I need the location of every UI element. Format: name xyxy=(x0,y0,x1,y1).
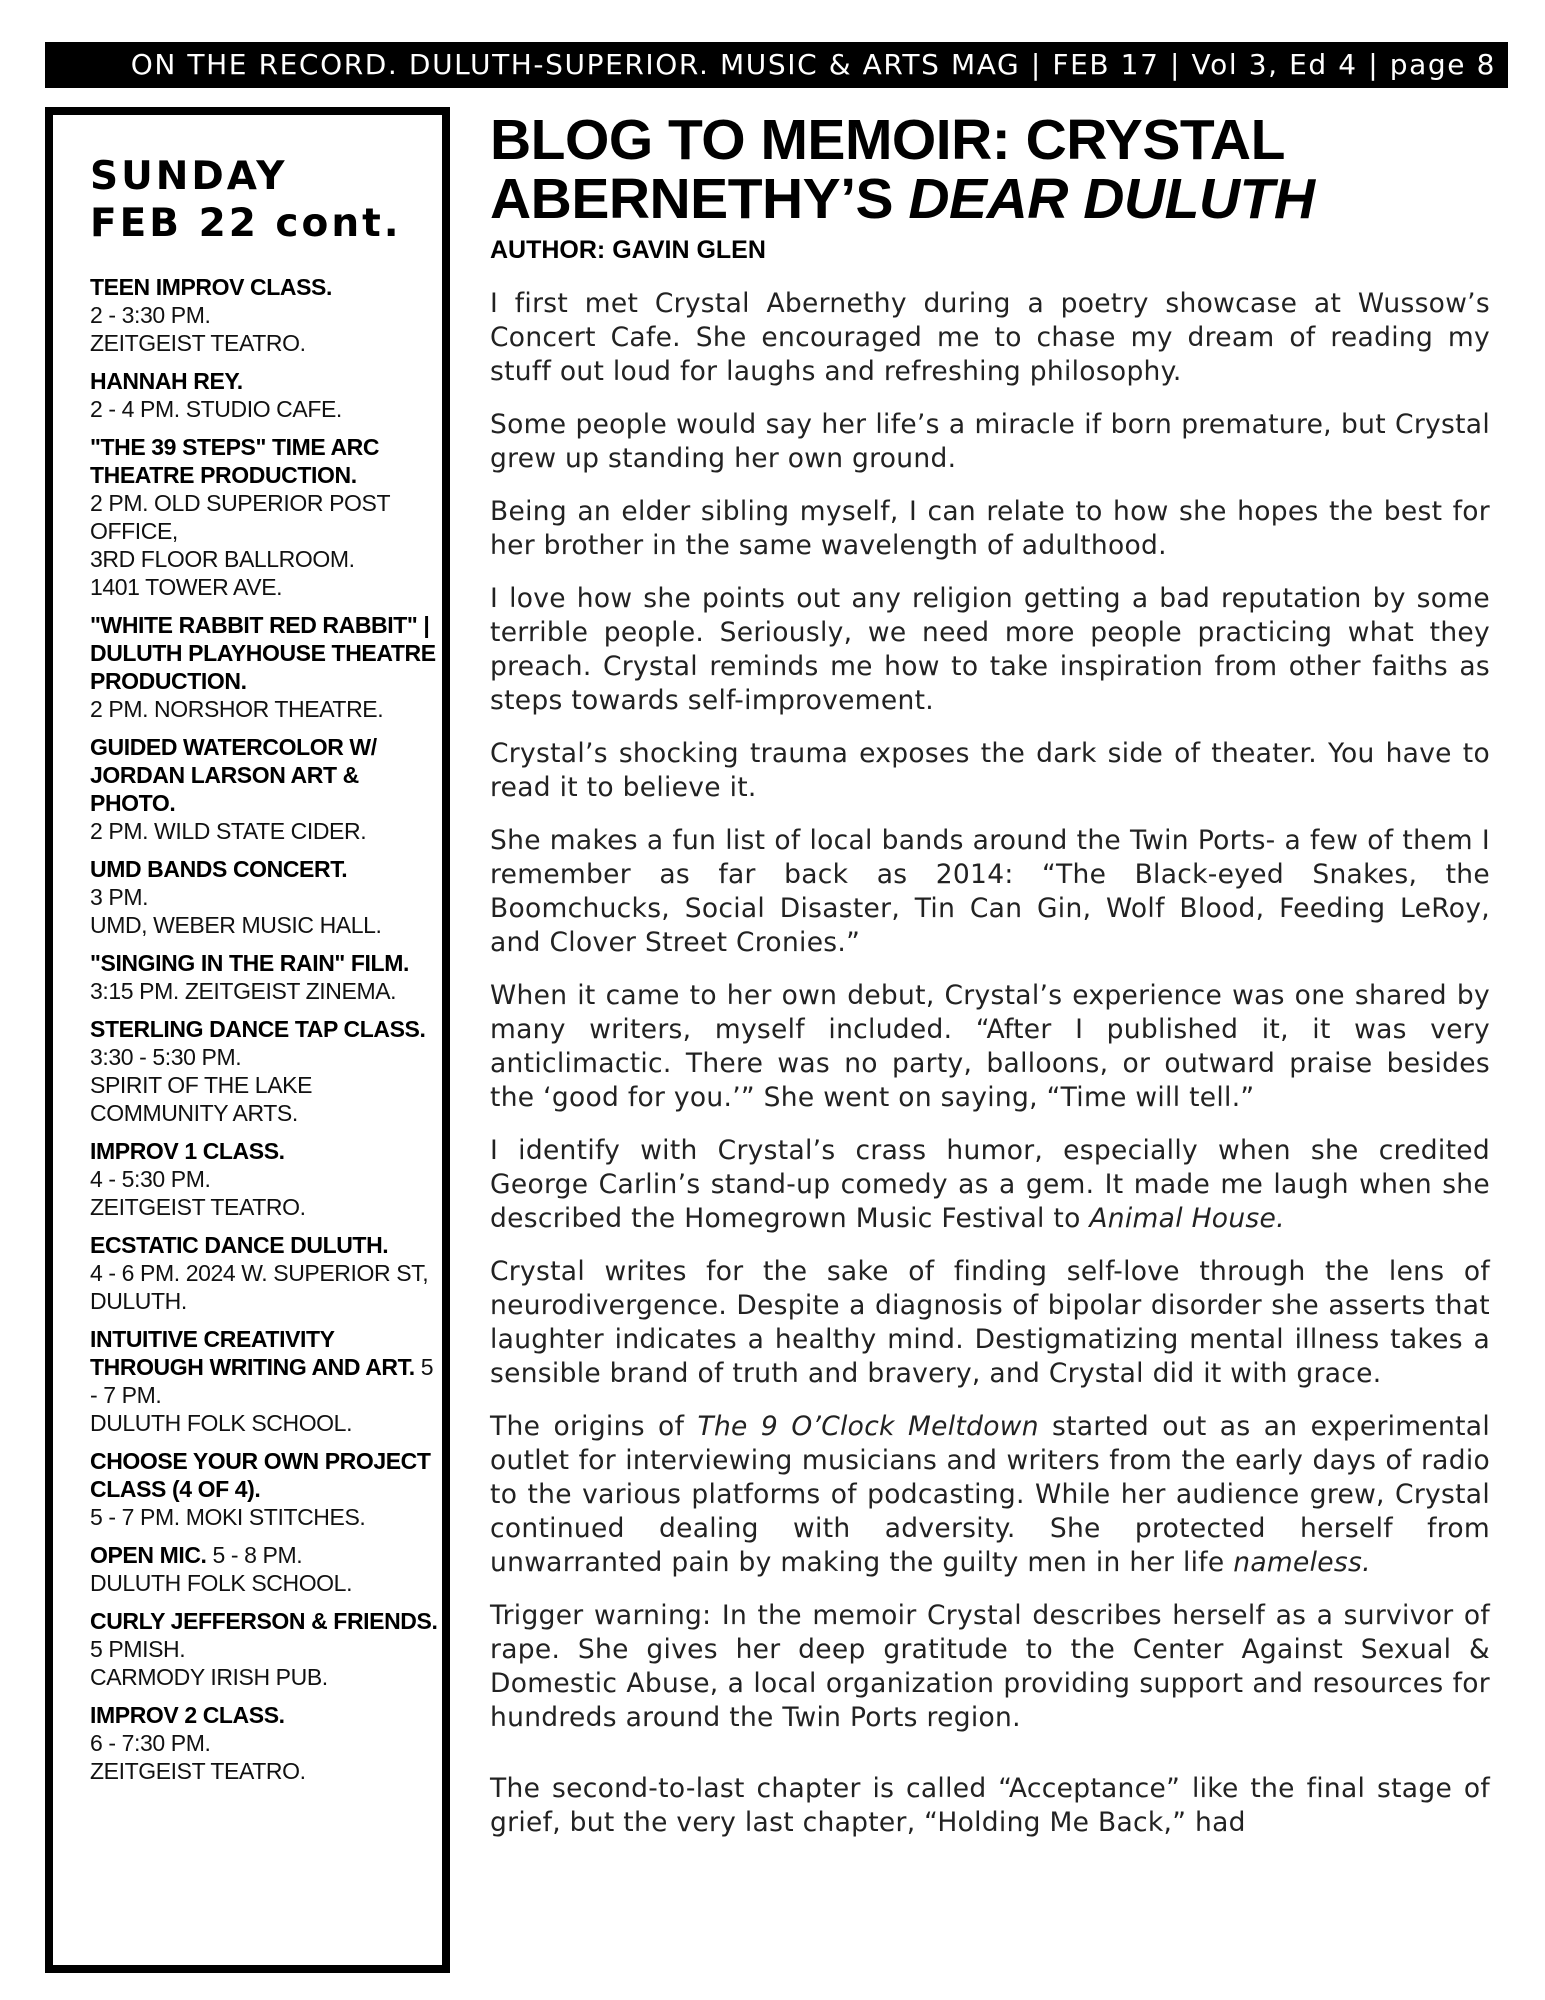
event-details: 6 - 7:30 PM. ZEITGEIST TEATRO. xyxy=(90,1730,306,1784)
article-byline: AUTHOR: GAVIN GLEN xyxy=(490,236,766,264)
paragraph: Some people would say her life’s a miracle if born premature, but Crystal grew up standing her own ground. xyxy=(490,409,1490,474)
event-item xyxy=(90,949,442,1005)
event-title: STERLING DANCE TAP CLASS. xyxy=(90,1016,426,1042)
event-details: 3 PM. UMD, WEBER MUSIC HALL. xyxy=(90,884,382,938)
event-item xyxy=(90,367,442,423)
article-headline xyxy=(490,108,1490,231)
event-details: 4 - 5:30 PM. ZEITGEIST TEATRO. xyxy=(90,1166,306,1220)
paragraph: Crystal writes for the sake of finding self-love through the lens of neurodivergence. Despite a diagnosis of bipolar disorder she asserts that laughter indicates a healthy mind. Destigmatizing mental illness takes a sensible brand of truth and bravery, and Crystal did it with grace. xyxy=(490,1256,1490,1389)
event-details: 2 - 3:30 PM. ZEITGEIST TEATRO. xyxy=(90,302,306,356)
event-title: ECSTATIC DANCE DULUTH. xyxy=(90,1232,389,1258)
event-title: "THE 39 STEPS" TIME ARC THEATRE PRODUCTION. xyxy=(90,434,380,488)
event-item xyxy=(90,1541,442,1597)
paragraph: She makes a fun list of local bands around the Twin Ports- a few of them I remember as far back as 2014: “The Black-eyed Snakes, the Boomchucks, Social Disaster, Tin Can Gin, Wolf Blood, Feeding LeRoy, and Clover Street Cronies.” xyxy=(490,825,1490,958)
paragraph-text: I identify with Crystal’s crass humor, especially when she credited George Carlin’s stand-up comedy as a gem. It made me laugh when she described the Homegrown Music Festival to xyxy=(490,1135,1490,1234)
paragraph xyxy=(490,1134,1490,1236)
paragraph-text: The origins of xyxy=(490,1411,698,1442)
event-details: 5 - 7 PM. DULUTH FOLK SCHOOL. xyxy=(90,1354,434,1436)
paragraph: The second-to-last chapter is called “Acceptance” like the final stage of grief, but the very last chapter, “Holding Me Back,” had xyxy=(490,1773,1490,1838)
event-details: 5 PMISH. CARMODY IRISH PUB. xyxy=(90,1636,328,1690)
event-item xyxy=(90,273,442,357)
paragraph: I love how she points out any religion getting a bad reputation by some terrible people. Seriously, we need more people practicing what they preach. Crystal reminds me how to take inspiration from other faiths as steps towards self-improvement. xyxy=(490,583,1490,716)
headline-line1: BLOG TO MEMOIR: CRYSTAL xyxy=(490,108,1285,172)
event-title: GUIDED WATERCOLOR W/ JORDAN LARSON ART & PHOTO. xyxy=(90,734,377,816)
paragraph: Being an elder sibling myself, I can relate to how she hopes the best for her brother in the same wavelength of adulthood. xyxy=(490,496,1490,561)
article xyxy=(490,108,1491,1859)
paragraph: Crystal’s shocking trauma exposes the dark side of theater. You have to read it to believe it. xyxy=(490,738,1490,803)
event-details: 3:30 - 5:30 PM. SPIRIT OF THE LAKE COMMUNITY ARTS. xyxy=(90,1044,313,1126)
paragraph-text: started out as an experimental outlet for interviewing musicians and writers from the early days of radio to the various platforms of podcasting. While her audience grew, Crystal continued dealing with adversity. She protected herself from unwarranted pain by making the guilty men in her life xyxy=(490,1411,1491,1578)
event-title: "SINGING IN THE RAIN" FILM. xyxy=(90,950,409,976)
headline-book-title: DEAR DULUTH xyxy=(908,167,1315,231)
event-item xyxy=(90,1015,442,1127)
paragraph-italic: Animal House. xyxy=(1089,1203,1285,1234)
event-title: INTUITIVE CREATIVITY THROUGH WRITING AND ART. xyxy=(90,1326,415,1380)
masthead-banner: ON THE RECORD. DULUTH-SUPERIOR. MUSIC & ARTS MAG | FEB 17 | Vol 3, Ed 4 | page 8 xyxy=(45,42,1508,88)
event-item xyxy=(90,855,442,939)
event-item xyxy=(90,1137,442,1221)
event-title: OPEN MIC. xyxy=(90,1542,207,1568)
event-details: 5 - 7 PM. MOKI STITCHES. xyxy=(90,1504,366,1530)
paragraph: When it came to her own debut, Crystal’s experience was one shared by many writers, myself included. “After I published it, it was very anticlimactic. There was no party, balloons, or outward praise besides the ‘good for you.’” She went on saying, “Time will tell.” xyxy=(490,980,1490,1113)
paragraph xyxy=(490,1410,1490,1580)
paragraph-italic: The 9 O’Clock Meltdown xyxy=(697,1411,1039,1442)
paragraph: I first met Crystal Abernethy during a poetry showcase at Wussow’s Concert Cafe. She encouraged me to chase my dream of reading my stuff out loud for laughs and refreshing philosophy. xyxy=(490,288,1490,387)
day-heading-line2: FEB 22 cont. xyxy=(90,201,402,246)
event-title: HANNAH REY. xyxy=(90,368,243,394)
event-title: CURLY JEFFERSON & FRIENDS. xyxy=(90,1608,438,1634)
event-title: TEEN IMPROV CLASS. xyxy=(90,274,332,300)
event-item xyxy=(90,611,442,723)
day-heading xyxy=(90,153,442,247)
event-title: IMPROV 1 CLASS. xyxy=(90,1138,285,1164)
event-item xyxy=(90,1607,442,1691)
event-details: 2 - 4 PM. STUDIO CAFE. xyxy=(90,396,342,422)
event-item xyxy=(90,1325,442,1437)
event-details: 2 PM. OLD SUPERIOR POST OFFICE, 3RD FLOOR BALLROOM. 1401 TOWER AVE. xyxy=(90,490,390,600)
event-item xyxy=(90,433,442,601)
event-title: UMD BANDS CONCERT. xyxy=(90,856,348,882)
event-title: IMPROV 2 CLASS. xyxy=(90,1702,285,1728)
event-details: 5 - 8 PM. DULUTH FOLK SCHOOL. xyxy=(90,1542,353,1596)
events-sidebar xyxy=(45,107,450,1973)
paragraph-italic: nameless. xyxy=(1233,1547,1371,1578)
event-title: CHOOSE YOUR OWN PROJECT CLASS (4 OF 4). xyxy=(90,1448,431,1502)
event-item xyxy=(90,1231,442,1315)
paragraph: Trigger warning: In the memoir Crystal describes herself as a survivor of rape. She gives her deep gratitude to the Center Against Sexual & Domestic Abuse, a local organization providing support and resources for hundreds around the Twin Ports region. xyxy=(490,1600,1490,1733)
event-details: 2 PM. WILD STATE CIDER. xyxy=(90,818,367,844)
event-item xyxy=(90,1701,442,1785)
headline-line2: ABERNETHY’S xyxy=(490,167,909,231)
event-item xyxy=(90,733,442,845)
event-details: 3:15 PM. ZEITGEIST ZINEMA. xyxy=(90,978,397,1004)
day-heading-line1: SUNDAY xyxy=(90,154,288,199)
event-details: 4 - 6 PM. 2024 W. SUPERIOR ST, DULUTH. xyxy=(90,1260,429,1314)
event-item xyxy=(90,1447,442,1531)
event-details: 2 PM. NORSHOR THEATRE. xyxy=(90,696,384,722)
event-title: "WHITE RABBIT RED RABBIT" | DULUTH PLAYHOUSE THEATRE PRODUCTION. xyxy=(90,612,436,694)
